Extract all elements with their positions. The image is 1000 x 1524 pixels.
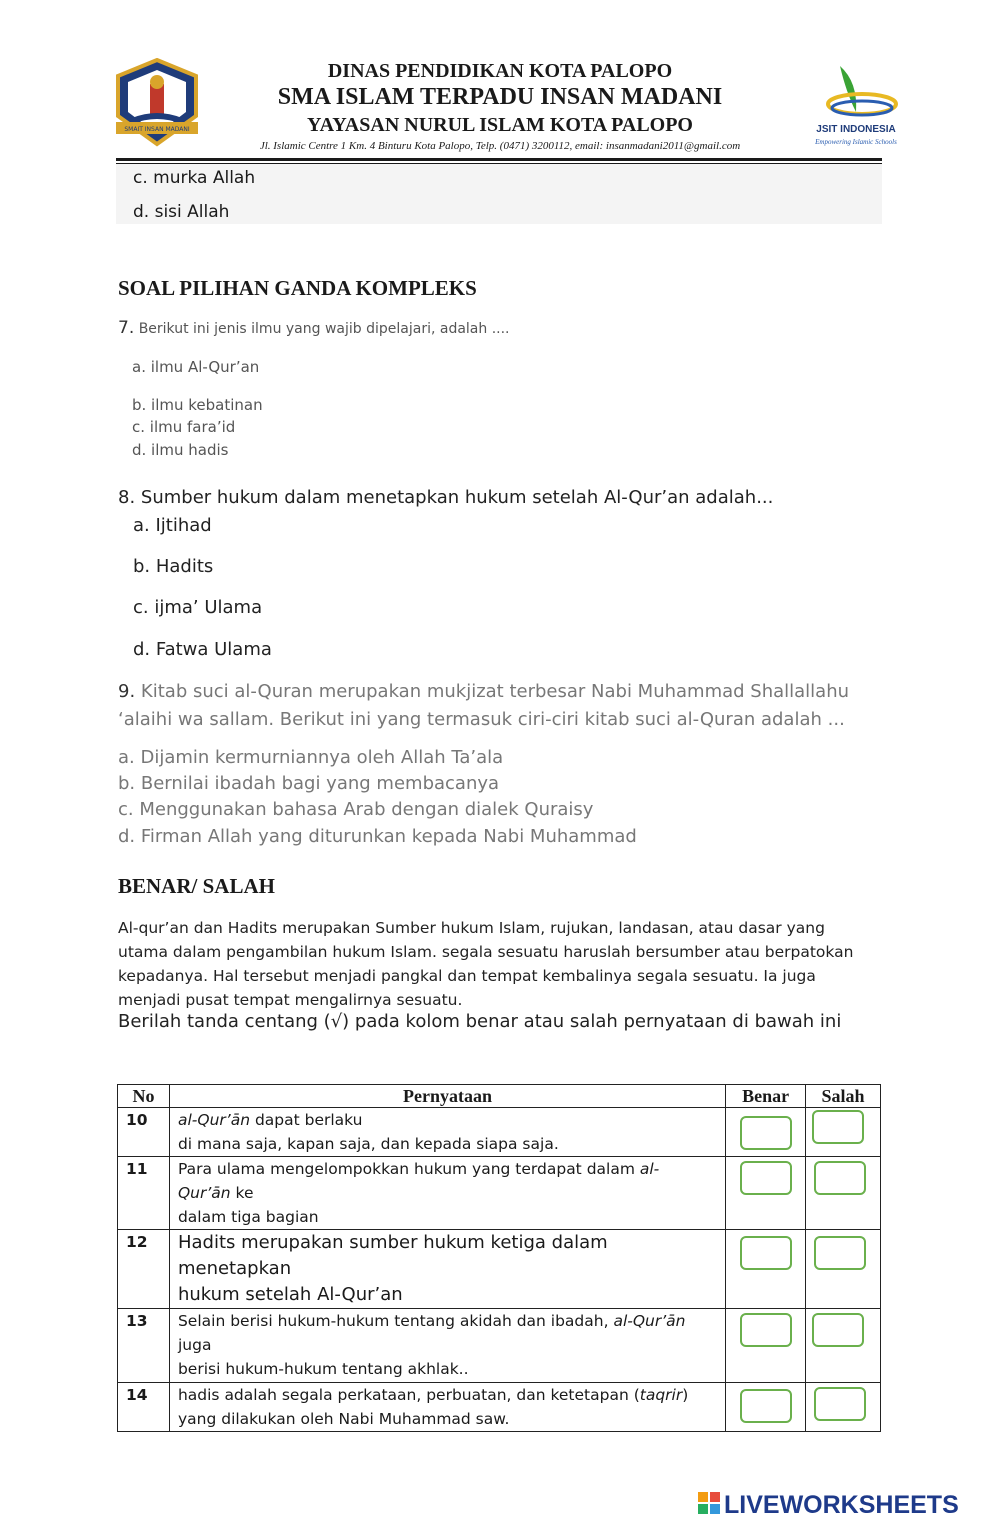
statement-text: ke [230,1184,254,1202]
statement-text: hadis adalah segala perkataan, perbuatan, dan ketetapan ( [177,1386,640,1404]
false-checkbox[interactable] [812,1313,864,1347]
header-rule [116,158,882,161]
table-row [118,1309,881,1383]
true-checkbox[interactable] [740,1116,792,1150]
header-true: Benar [726,1085,806,1108]
option-c: c. murka Allah [133,168,256,188]
q9-option-c: c. Menggunakan bahasa Arab dengan dialek Quraisy [118,799,594,820]
q7-option-c: c. ilmu fara’id [132,418,236,436]
statement-text: Selain berisi hukum-hukum tentang akidah dan ibadah, [177,1312,614,1330]
statement-text: ) [682,1386,689,1404]
school-logo-left [112,58,202,148]
false-checkbox[interactable] [814,1236,866,1270]
question-8: 8. Sumber hukum dalam menetapkan hukum setelah Al-Qur’an adalah... [118,487,774,508]
q8-option-b: b. Hadits [133,556,214,577]
statement-text: yang dilakukan oleh Nabi Muhammad saw. [177,1410,510,1428]
q7-option-a: a. ilmu Al-Qur’an [132,358,260,376]
true-checkbox[interactable] [740,1389,792,1423]
q8-option-d: d. Fatwa Ulama [133,639,272,660]
statement-italic: al- [639,1160,660,1178]
header-no: No [118,1085,170,1108]
q8-option-c: c. ijma’ Ulama [133,597,263,618]
statement [169,1108,725,1157]
liveworksheets-logo [696,1488,996,1518]
svg-text:SMAIT INSAN MADANI: SMAIT INSAN MADANI [124,126,190,133]
instruction: Berilah tanda centang (√) pada kolom benar atau salah pernyataan di bawah ini [118,1011,842,1032]
header-school-name: SMA ISLAM TERPADU INSAN MADANI [277,84,723,110]
true-checkbox[interactable] [740,1236,792,1270]
statement-italic: al-Qur’ān [177,1111,251,1129]
question-7 [118,318,510,338]
question-text: Berikut ini jenis ilmu yang wajib dipelajari, adalah .... [138,321,510,337]
row-number: 14 [118,1383,170,1432]
true-checkbox[interactable] [740,1313,792,1347]
statement-italic: al-Qur’ān [613,1312,686,1330]
q8-option-a: a. Ijtihad [133,515,212,536]
false-checkbox[interactable] [814,1387,866,1421]
question-number: 7. [118,318,135,338]
row-number: 13 [118,1309,170,1383]
option-d: d. sisi Allah [133,202,230,222]
row-number: 12 [118,1230,170,1309]
statement-text: dalam tiga bagian [177,1208,319,1226]
question-number: 9. [118,681,136,702]
svg-text:Empowering Islamic Schools: Empowering Islamic Schools [815,138,897,146]
statement-text: di mana saja, kapan saja, dan kepada siapa saja. [177,1135,559,1153]
table-row [118,1383,881,1432]
header-address: Jl. Islamic Centre 1 Km. 4 Binturu Kota Palopo, Telp. (0471) 3200112, email: insanmadani2011@gmail.com [259,140,741,152]
header-foundation: YAYASAN NURUL ISLAM KOTA PALOPO [306,114,693,136]
true-checkbox[interactable] [740,1161,792,1195]
statement-text: Hadits merupakan sumber hukum ketiga dalam menetapkan [177,1232,608,1279]
question-9 [118,678,888,734]
table-row [118,1230,881,1309]
statement [169,1230,725,1309]
header-false: Salah [806,1085,881,1108]
header-agency: DINAS PENDIDIKAN KOTA PALOPO [327,60,673,82]
statement-text: dapat berlaku [250,1111,363,1129]
statement-text: Para ulama mengelompokkan hukum yang terdapat dalam [177,1160,640,1178]
statement-text: juga [177,1336,212,1354]
q7-option-b: b. ilmu kebatinan [132,396,263,414]
table-row [118,1108,881,1157]
q7-option-d: d. ilmu hadis [132,441,229,459]
statement-italic: Qur’ān [177,1184,231,1202]
statement [169,1383,725,1432]
previous-question-options [116,164,882,224]
q9-option-b: b. Bernilai ibadah bagi yang membacanya [118,773,500,794]
statement [169,1309,725,1383]
section-title-complex: SOAL PILIHAN GANDA KOMPLEKS [118,276,477,300]
jsit-logo-right [810,62,902,152]
statement-text: hukum setelah Al-Qur’an [177,1284,403,1305]
row-number: 10 [118,1108,170,1157]
question-text: Kitab suci al-Quran merupakan mukjizat terbesar Nabi Muhammad Shallallahu ‘alaihi wa sallam. Berikut ini yang termasuk ciri-ciri kitab suci al-Quran adalah ... [118,681,850,730]
statement-italic: taqrir [639,1386,683,1404]
section-title-true-false: BENAR/ SALAH [118,874,275,898]
false-checkbox[interactable] [814,1161,866,1195]
false-checkbox[interactable] [812,1110,864,1144]
svg-text:JSIT INDONESIA: JSIT INDONESIA [816,124,896,135]
statement [169,1157,725,1230]
intro-paragraph: Al-qur’an dan Hadits merupakan Sumber hukum Islam, rujukan, landasan, atau dasar yang utama dalam pengambilan hukum Islam. segala sesuatu haruslah bersumber atau berpatokan kepadanya. Hal tersebut menjadi pangkal dan tempat kembalinya segala sesuatu. Ia juga menjadi pusat tempat mengalirnya sesuatu. [118,919,854,1009]
row-number: 11 [118,1157,170,1230]
table-header-row [118,1085,881,1108]
header-statement: Pernyataan [169,1085,725,1108]
q9-option-a: a. Dijamin kermurniannya oleh Allah Ta’ala [118,747,504,768]
svg-text:LIVEWORKSHEETS: LIVEWORKSHEETS [724,1491,959,1518]
q9-option-d: d. Firman Allah yang diturunkan kepada Nabi Muhammad [118,826,637,847]
true-false-table [117,1084,881,1432]
statement-text: berisi hukum-hukum tentang akhlak.. [177,1360,469,1378]
table-row [118,1157,881,1230]
